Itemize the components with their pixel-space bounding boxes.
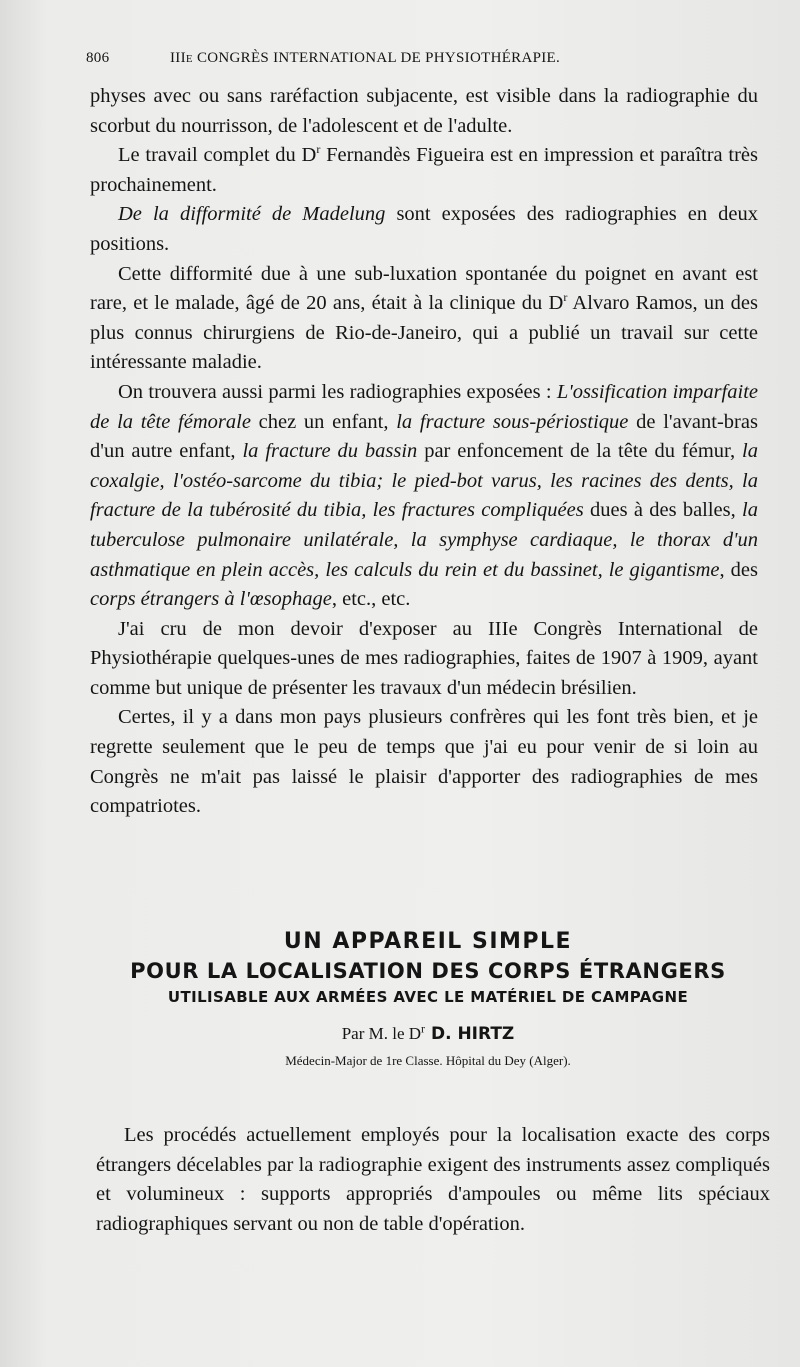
- italic-term: la fracture du bassin: [242, 440, 418, 463]
- italic-term: De la difformité de Madelung: [118, 203, 386, 226]
- running-title: IIIe CONGRÈS INTERNATIONAL DE PHYSIOTHÉRAPIE.: [170, 50, 561, 66]
- superscript: r: [316, 142, 321, 157]
- paragraph: Certes, il y a dans mon pays plusieurs confrères qui les font très bien, et je regrette seulement que le peu de temps que j'ai eu pour venir de si loin au Congrès ne m'ait pas laissé le plaisir d'apporter des radiographies de mes compatriotes.: [90, 706, 758, 818]
- paragraph: [90, 378, 758, 615]
- page-number: 806: [86, 50, 110, 66]
- text-run: Cette difformité due à une sub-luxation spontanée du poignet en avant est rare, et le malade, âgé de 20 ans, était à la clinique du D: [90, 262, 758, 315]
- paragraph: Les procédés actuellement employés pour la localisation exacte des corps étrangers décelables par la radiographie exigent des instruments assez compliqués et volumineux : supports appropriés d'ampoules ou même lits spéciaux radiographiques servant ou non de table d'opération.: [96, 1124, 770, 1235]
- superscript: r: [563, 290, 568, 305]
- author-name: D. HIRTZ: [425, 1024, 515, 1044]
- italic-term: la tuberculose pulmonaire unilatérale, la symphyse cardiaque, le thorax d'un asthmatique en plein accès, les calculs du rein et du bassinet, le gigantisme: [90, 499, 758, 581]
- author-prefix: Par M. le D: [341, 1024, 422, 1043]
- article-title: UN APPAREIL SIMPLE: [283, 929, 573, 954]
- text-run: , des: [719, 558, 758, 581]
- running-header: [86, 50, 646, 67]
- text-run: Alvaro Ramos, un des plus connus chirurgiens de Rio-de-Janeiro, qui a publié un travail sur cette intéressante maladie.: [90, 292, 758, 374]
- article-body: [96, 1121, 770, 1239]
- text-run: chez un enfant,: [250, 410, 397, 433]
- text-run: Fernandès Figueira est en impression et paraîtra très prochainement.: [90, 144, 758, 196]
- article-continuation: [90, 82, 758, 822]
- article-subtitle: UTILISABLE AUX ARMÉES AVEC LE MATÉRIEL DE CAMPAGNE: [167, 988, 689, 1006]
- paragraph: J'ai cru de mon devoir d'exposer au IIIe Congrès International de Physiothérapie quelques-unes de mes radiographies, faites de 1907 à 1909, ayant comme but unique de présenter les travaux d'un médecin brésilien.: [90, 617, 758, 699]
- text-run: par enfoncement de la tête du fémur,: [417, 440, 743, 463]
- superscript: r: [421, 1021, 426, 1036]
- text-run: On trouvera aussi parmi les radiographies exposées :: [118, 380, 557, 403]
- italic-term: la coxalgie, l'ostéo-sarcome du tibia; le pied-bot varus, les racines des dents, la fracture de la tubérosité du tibia, les fractures compliquées: [90, 440, 758, 522]
- italic-term: corps étrangers à l'œsophage: [90, 588, 332, 611]
- text-run: dues à des balles,: [583, 499, 743, 522]
- paragraph: [90, 141, 758, 200]
- paragraph: [90, 260, 758, 378]
- author-line: [90, 1022, 766, 1046]
- text-run: Le travail complet du D: [118, 144, 317, 167]
- paragraph: [90, 200, 758, 259]
- italic-term: L'ossification imparfaite de la tête fémorale: [90, 380, 758, 433]
- italic-term: la fracture sous-périostique: [396, 410, 629, 433]
- author-affiliation: Médecin-Major de 1re Classe. Hôpital du Dey (Alger).: [285, 1053, 571, 1068]
- text-run: sont exposées des radiographies en deux positions.: [90, 203, 758, 255]
- article-title-line2: POUR LA LOCALISATION DES CORPS ÉTRANGERS: [130, 959, 726, 983]
- text-run: , etc., etc.: [331, 588, 411, 611]
- paragraph: physes avec ou sans raréfaction subjacente, est visible dans la radiographie du scorbut du nourrisson, de l'adolescent et de l'adulte.: [90, 85, 758, 137]
- article-heading: [90, 928, 766, 1072]
- text-run: de l'avant-bras d'un autre enfant,: [90, 410, 758, 463]
